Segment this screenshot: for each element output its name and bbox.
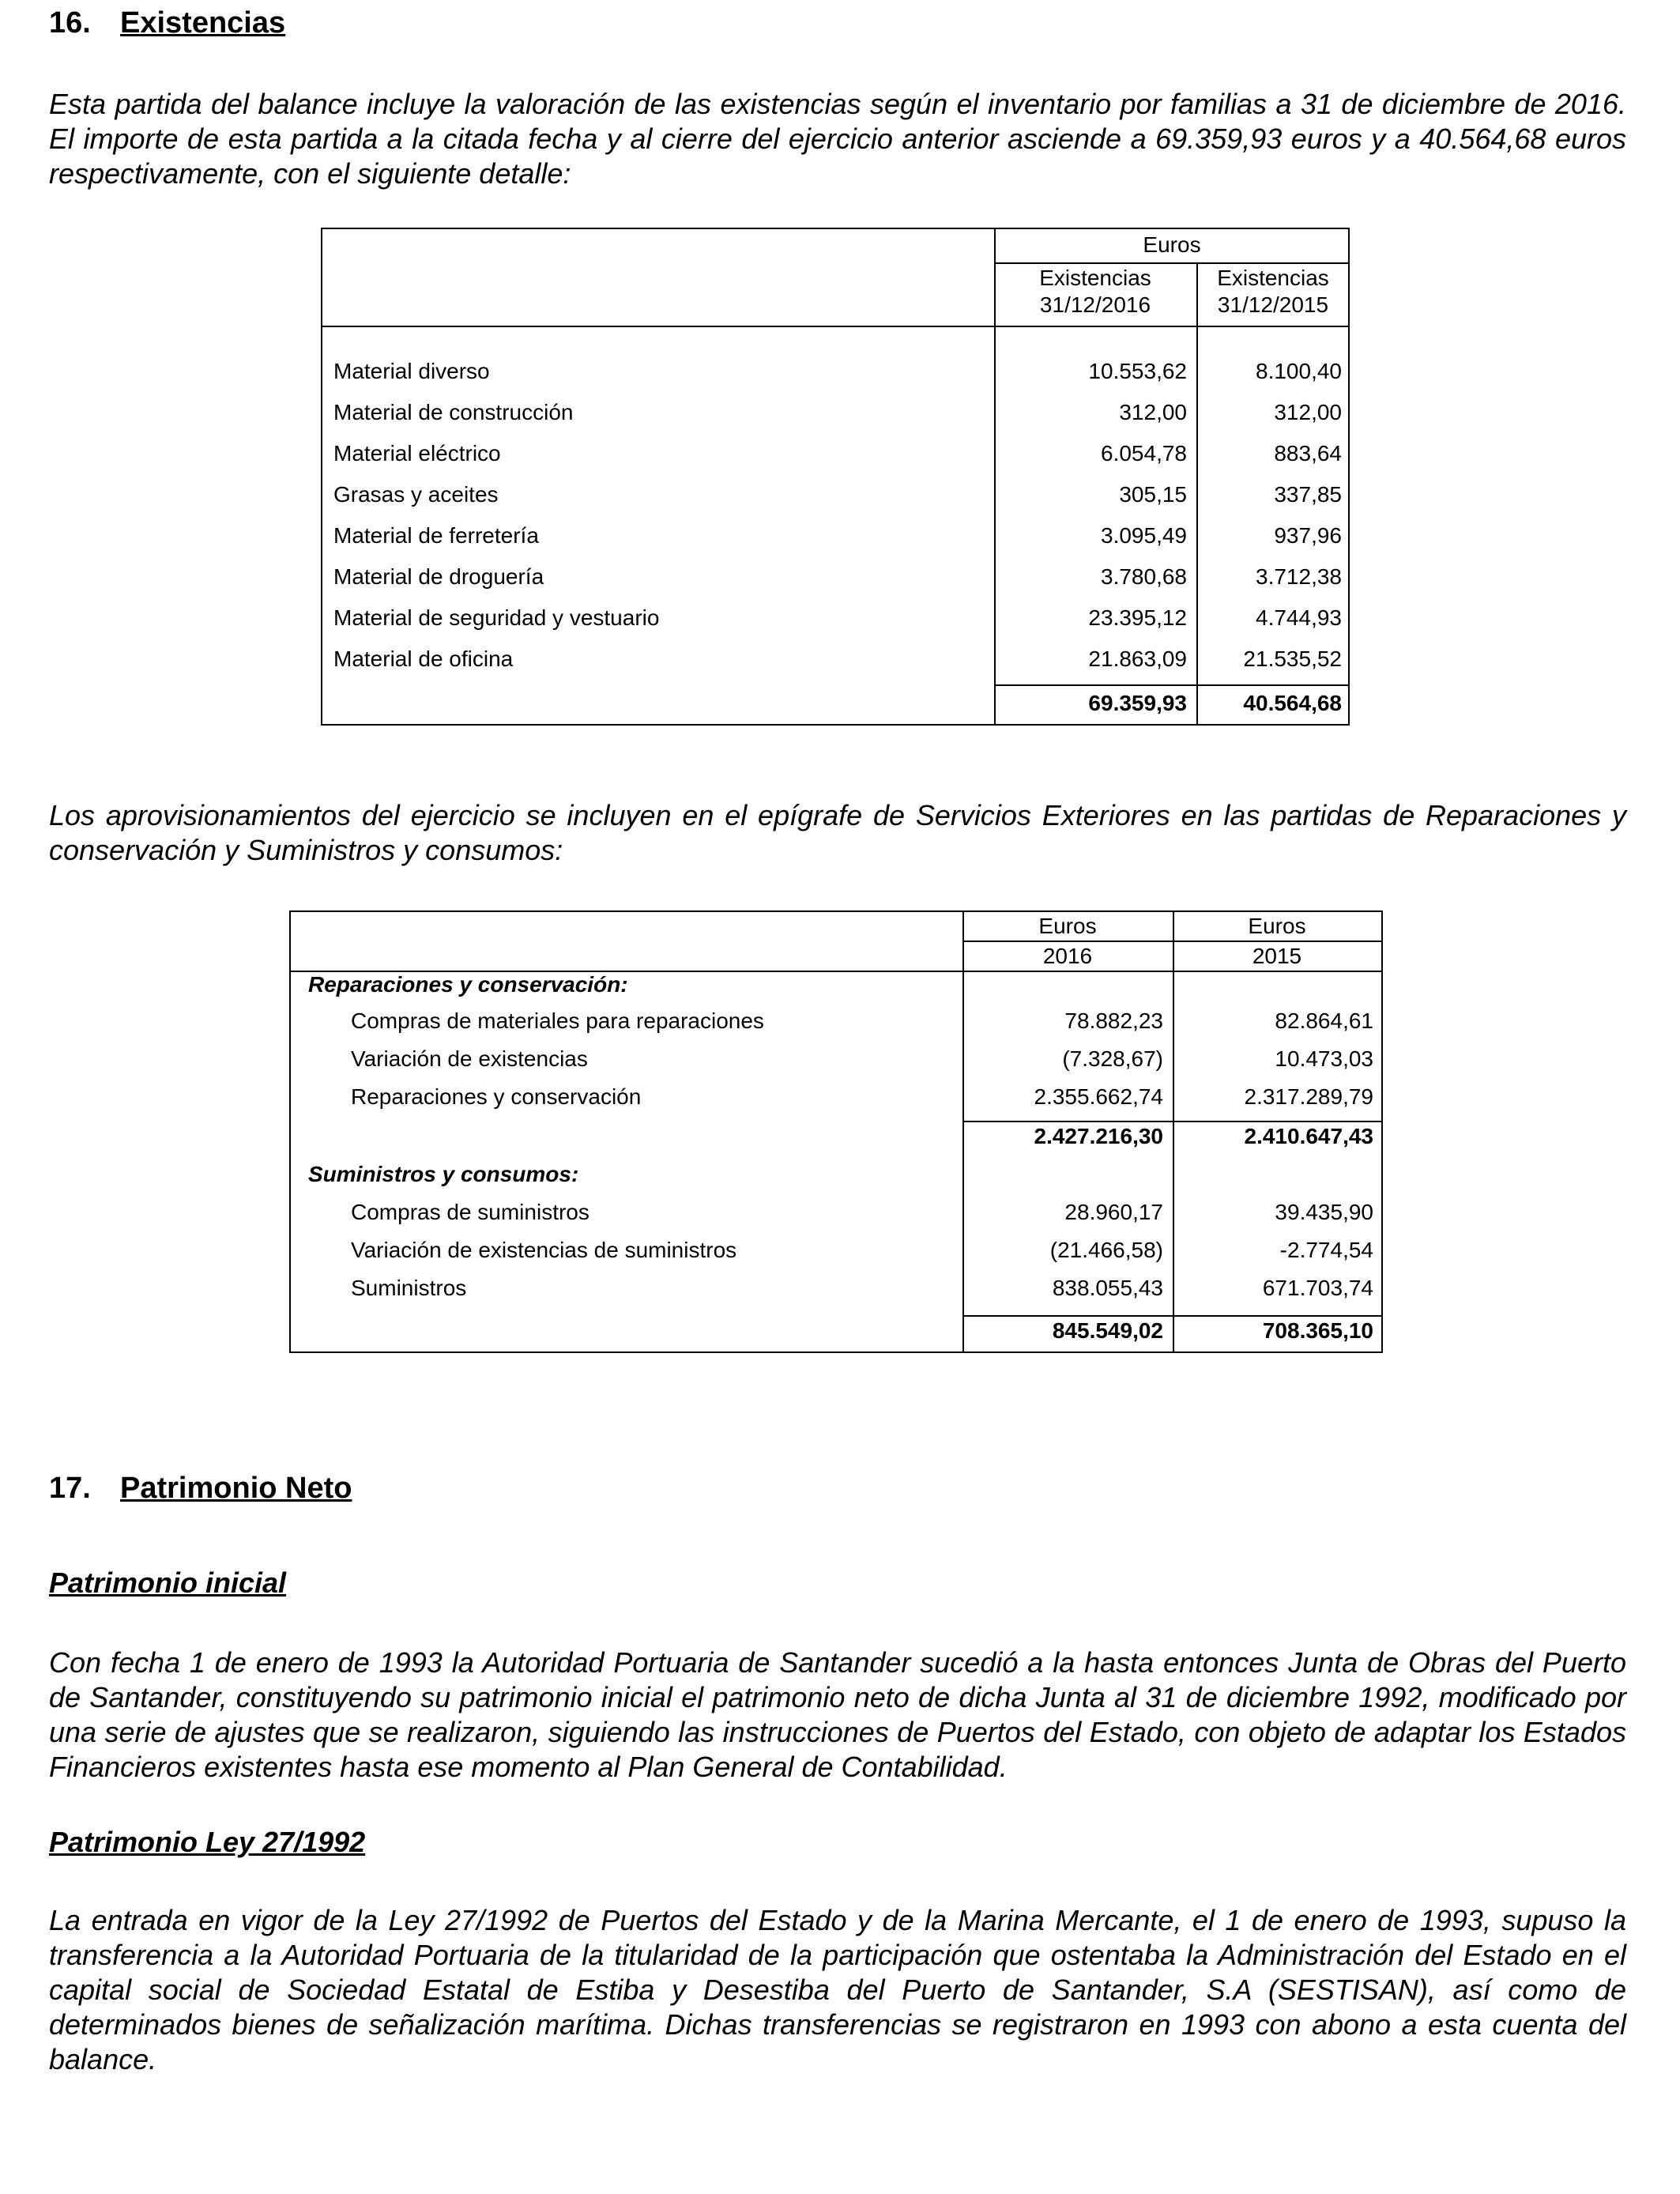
table-cell-2016: 2.355.662,74 [1034, 1084, 1163, 1109]
table-cell-2016: 78.882,23 [1064, 1008, 1163, 1033]
table-header-euros-2016: Euros [1038, 914, 1097, 938]
table-cell-2015: 82.864,61 [1275, 1008, 1373, 1033]
existencias-table [321, 228, 1350, 726]
table-divider [962, 1315, 1381, 1317]
table-header-euros-2015: Euros [1248, 914, 1306, 938]
table-cell-2015: 937,96 [1274, 523, 1342, 548]
group-total-2015: 708.365,10 [1262, 1318, 1373, 1343]
group-total-2016: 845.549,02 [1052, 1318, 1163, 1343]
table-row-label: Material eléctrico [333, 441, 501, 466]
table-header-2015-line2: 31/12/2015 [1217, 292, 1329, 317]
table-row-label: Compras de suministros [351, 1200, 590, 1224]
patrimonio-inicial-paragraph: Con fecha 1 de enero de 1993 la Autoridad Portuaria de Santander sucedió a la hasta entonces Junta de Obras del Puerto de Santander, constituyendo su patrimonio inicial el patrimonio neto de dicha Junta al 31 de diciembre 1992, modificado por una serie de ajustes que se realizaron, siguiendo las instrucciones de Puertos del Estado, con objeto de adaptar los Estados Financieros existentes hasta ese momento al Plan General de Contabilidad. [49, 1646, 1626, 1783]
table-row-label: Material diverso [333, 359, 490, 383]
table-cell-2015: 3.712,38 [1256, 564, 1342, 589]
section-16-number: 16. [49, 6, 91, 40]
table-cell-2015: -2.774,54 [1279, 1238, 1373, 1262]
table-divider [322, 326, 1348, 327]
table-header-2016-line2: 31/12/2016 [1039, 292, 1151, 317]
table-total-2015: 40.564,68 [1243, 691, 1342, 715]
table-cell-2015: 2.317.289,79 [1244, 1084, 1373, 1109]
table-row-label: Material de seguridad y vestuario [333, 605, 660, 630]
table-divider [962, 941, 1381, 942]
table-cell-2016: 10.553,62 [1088, 359, 1187, 383]
patrimonio-inicial-heading: Patrimonio inicial [49, 1566, 287, 1599]
table-header-2015-line1: Existencias [1217, 266, 1329, 290]
group-total-2016: 2.427.216,30 [1034, 1124, 1163, 1148]
section-16-title: Existencias [120, 6, 286, 40]
table-row-label: Reparaciones y conservación [351, 1084, 642, 1109]
table-divider [962, 1121, 1381, 1122]
table-cell-2016: 3.095,49 [1101, 523, 1187, 548]
table-cell-2015: 883,64 [1274, 441, 1342, 466]
section-17-title: Patrimonio Neto [120, 1472, 352, 1505]
section-17-heading [49, 1472, 352, 1506]
table-cell-2016: 305,15 [1119, 482, 1187, 507]
table-cell-2015: 21.535,52 [1243, 647, 1342, 671]
section-16-heading [49, 6, 285, 40]
table-header-year-2016: 2016 [1042, 944, 1093, 968]
table-divider [994, 262, 1348, 264]
patrimonio-ley-paragraph: La entrada en vigor de la Ley 27/1992 de Puertos del Estado y de la Marina Mercante, el 1 de enero de 1993, supuso la transferencia a la Autoridad Portuaria de la titularidad de la participación que ostentaba la Administración del Estado en el capital social de Sociedad Estatal de Estiba y Desestiba del Puerto de Santander, S.A (SESTISAN), así como de determinados bienes de señalización marítima. Dichas transferencias se registraron en 1993 con abono a esta cuenta del balance. [49, 1904, 1626, 2075]
table-row-label: Variación de existencias [351, 1046, 588, 1071]
table-cell-2015: 4.744,93 [1256, 605, 1342, 630]
group-total-2015: 2.410.647,43 [1244, 1124, 1373, 1148]
table-row-label: Material de oficina [333, 647, 514, 671]
table-row-label: Material de droguería [333, 564, 544, 589]
table-row-label: Material de ferretería [333, 523, 539, 548]
table-cell-2016: 6.054,78 [1101, 441, 1187, 466]
table-cell-2016: 21.863,09 [1088, 647, 1187, 671]
aprovisionamientos-table [289, 910, 1383, 1353]
table-cell-2015: 337,85 [1274, 482, 1342, 507]
table-header-euros: Euros [1143, 232, 1201, 257]
table-cell-2016: 3.780,68 [1101, 564, 1187, 589]
table-row-label: Variación de existencias de suministros [351, 1238, 737, 1262]
table-cell-2015: 671.703,74 [1262, 1276, 1373, 1300]
table-cell-2016: 23.395,12 [1088, 605, 1187, 630]
existencias-intro-paragraph: Esta partida del balance incluye la valoración de las existencias según el inventario por familias a 31 de diciembre de 2016. El importe de esta partida a la citada fecha y al cierre del ejercicio anterior asciende a 69.359,93 euros y a 40.564,68 euros respectivamente, con el siguiente detalle: [49, 88, 1626, 190]
table-cell-2016: 838.055,43 [1052, 1276, 1163, 1300]
table-cell-2016: 312,00 [1119, 400, 1187, 424]
table-cell-2015: 10.473,03 [1275, 1046, 1373, 1071]
aprovisionamientos-paragraph: Los aprovisionamientos del ejercicio se incluyen en el epígrafe de Servicios Exteriores en las partidas de Reparaciones y conservación y Suministros y consumos: [49, 799, 1626, 866]
table-total-2016: 69.359,93 [1088, 691, 1187, 715]
table-row-label: Material de construcción [333, 400, 574, 424]
group-title-reparaciones: Reparaciones y conservación: [308, 972, 628, 997]
table-cell-2016: (21.466,58) [1049, 1238, 1163, 1262]
table-row-label: Compras de materiales para reparaciones [351, 1008, 764, 1033]
section-17-number: 17. [49, 1472, 91, 1505]
table-cell-2016: (7.328,67) [1062, 1046, 1163, 1071]
table-cell-2015: 39.435,90 [1275, 1200, 1373, 1224]
table-header-2016-line1: Existencias [1039, 266, 1151, 290]
table-cell-2015: 8.100,40 [1256, 359, 1342, 383]
table-cell-2015: 312,00 [1274, 400, 1342, 424]
group-title-suministros: Suministros y consumos: [308, 1162, 579, 1186]
patrimonio-ley-heading: Patrimonio Ley 27/1992 [49, 1826, 366, 1858]
table-cell-2016: 28.960,17 [1064, 1200, 1163, 1224]
table-row-label: Grasas y aceites [333, 482, 499, 507]
table-divider [994, 684, 1348, 686]
table-header-year-2015: 2015 [1252, 944, 1302, 968]
table-row-label: Suministros [351, 1276, 467, 1300]
